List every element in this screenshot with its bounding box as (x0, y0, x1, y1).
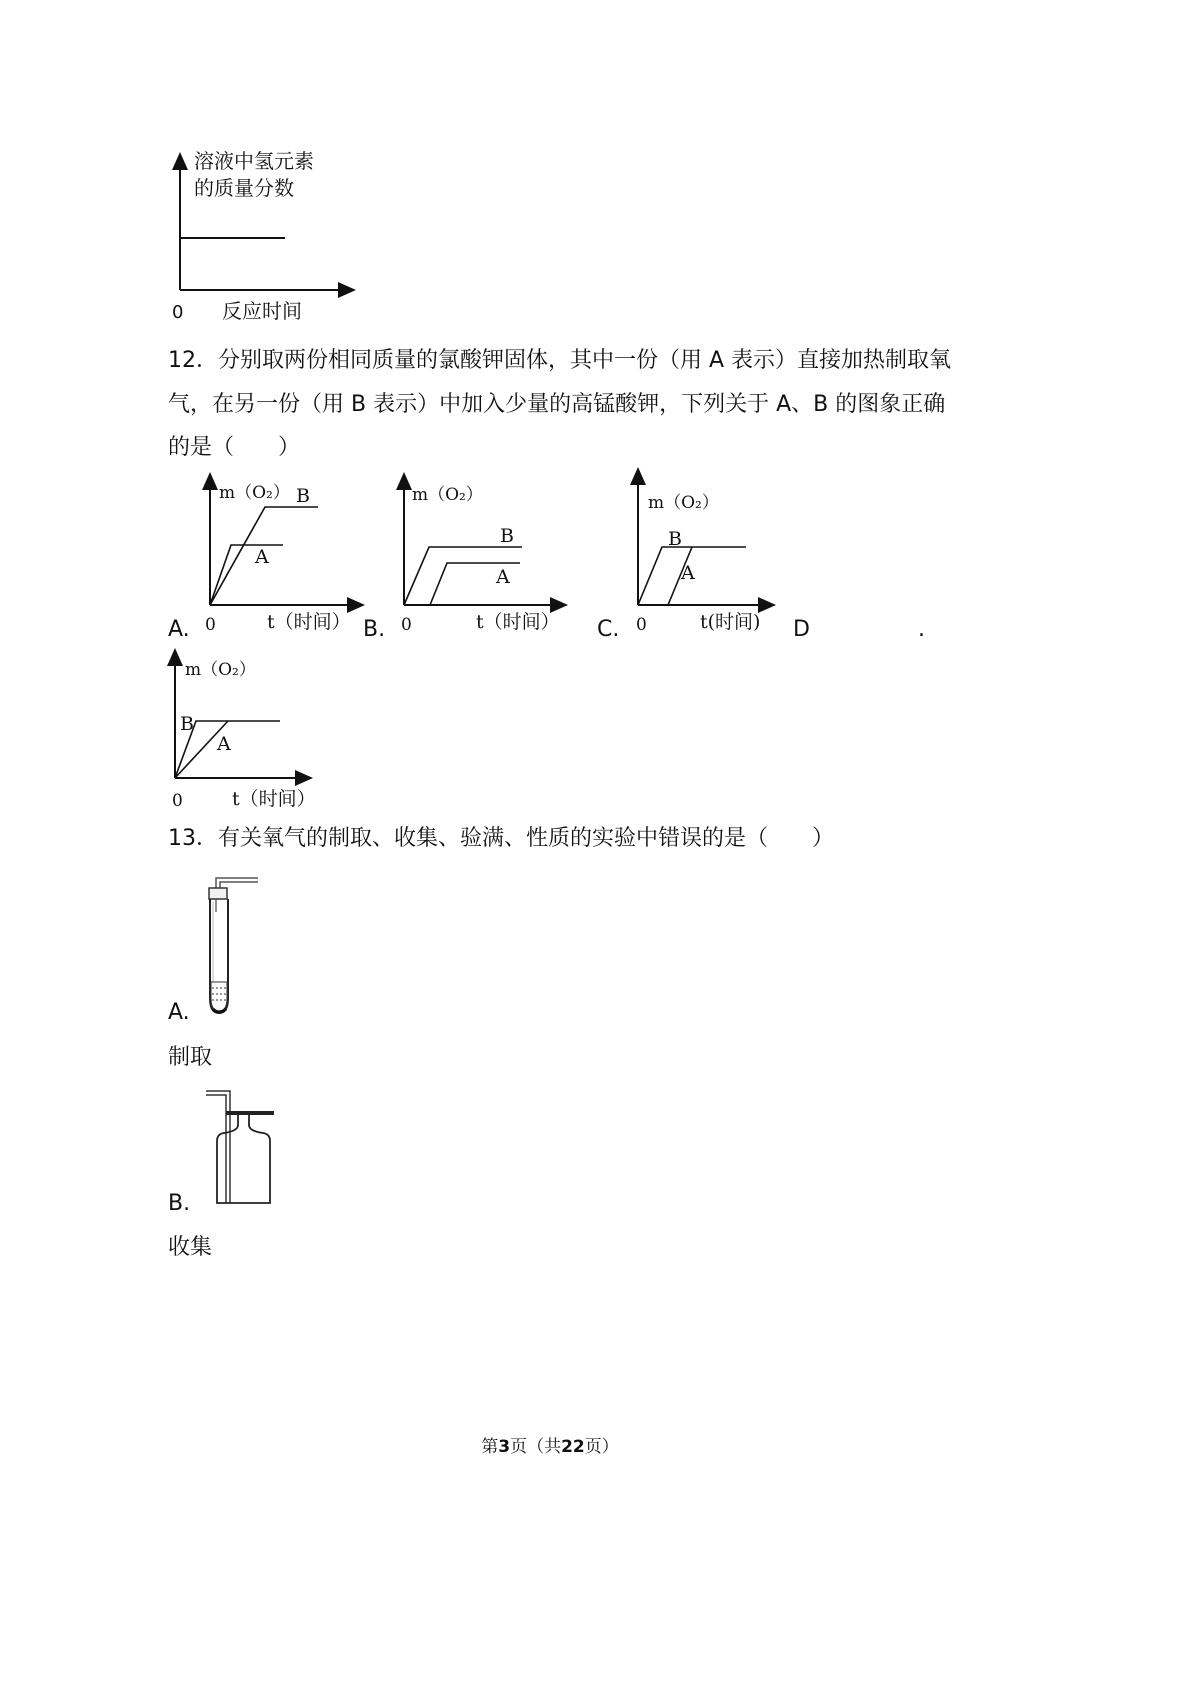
q12-stem-line1: 12．分别取两份相同质量的氯酸钾固体，其中一份（用 A 表示）直接加热制取氧 (168, 348, 952, 373)
label-b: B (296, 485, 310, 507)
q13-stem: 13．有关氧气的制取、收集、验满、性质的实验中错误的是（ ） (168, 826, 834, 851)
x-label: t（时间） (232, 788, 316, 810)
q12-option-a-letter: A. (168, 617, 190, 642)
graph-top-y-label-1: 溶液中氢元素 (194, 149, 314, 173)
label-b: B (180, 713, 194, 735)
curve-a (210, 545, 283, 605)
origin: 0 (172, 791, 183, 811)
q13-option-b-letter: B. (168, 1191, 191, 1216)
x-label: t（时间） (476, 611, 560, 633)
y-label: m（O₂） (412, 485, 483, 505)
q13-option-a-caption: 制取 (168, 1045, 213, 1070)
y-label: m（O₂） (219, 483, 290, 503)
y-label: m（O₂） (185, 660, 256, 680)
x-label: t(时间) (700, 611, 761, 633)
q13-option-b-caption: 收集 (168, 1235, 213, 1260)
q12-stem-line3: 的是（ ） (168, 435, 301, 460)
q12-option-d-letter: D (793, 617, 810, 642)
label-a: A (496, 566, 510, 588)
q12-option-d-graph (160, 648, 320, 813)
x-label: t（时间） (267, 611, 351, 633)
footer-total-pages: 22 (561, 1437, 585, 1457)
footer-suffix: 页） (584, 1437, 619, 1457)
graph-top-origin: 0 (172, 302, 184, 323)
footer-middle: 页（共 (510, 1437, 562, 1457)
label-a: A (255, 546, 269, 568)
q12-trailing-dot: . (918, 617, 925, 642)
gas-bottle-apparatus-icon (200, 1085, 280, 1210)
test-tube-apparatus-icon (196, 870, 266, 1020)
y-label: m（O₂） (648, 493, 719, 513)
footer-page-number: 3 (498, 1437, 511, 1457)
graph-top-x-label: 反应时间 (222, 299, 302, 323)
q12-option-c-graph (624, 465, 784, 640)
origin: 0 (205, 615, 216, 635)
page-footer (0, 1432, 1100, 1457)
label-a: A (217, 733, 231, 755)
origin: 0 (636, 615, 647, 635)
label-b: B (668, 528, 682, 550)
label-a: A (681, 562, 695, 584)
q12-option-b-graph (392, 470, 572, 640)
q13-option-a-letter: A. (168, 1000, 190, 1025)
origin: 0 (401, 615, 412, 635)
label-b: B (500, 525, 514, 547)
q12-option-c-letter: C. (597, 617, 620, 642)
q12-option-a-graph (195, 470, 365, 640)
graph-top-y-label-2: 的质量分数 (194, 176, 294, 200)
q12-stem-line2: 气，在另一份（用 B 表示）中加入少量的高锰酸钾，下列关于 A、B 的图象正确 (168, 392, 946, 417)
footer-prefix: 第 (481, 1437, 499, 1457)
q12-option-b-letter: B. (363, 617, 386, 642)
